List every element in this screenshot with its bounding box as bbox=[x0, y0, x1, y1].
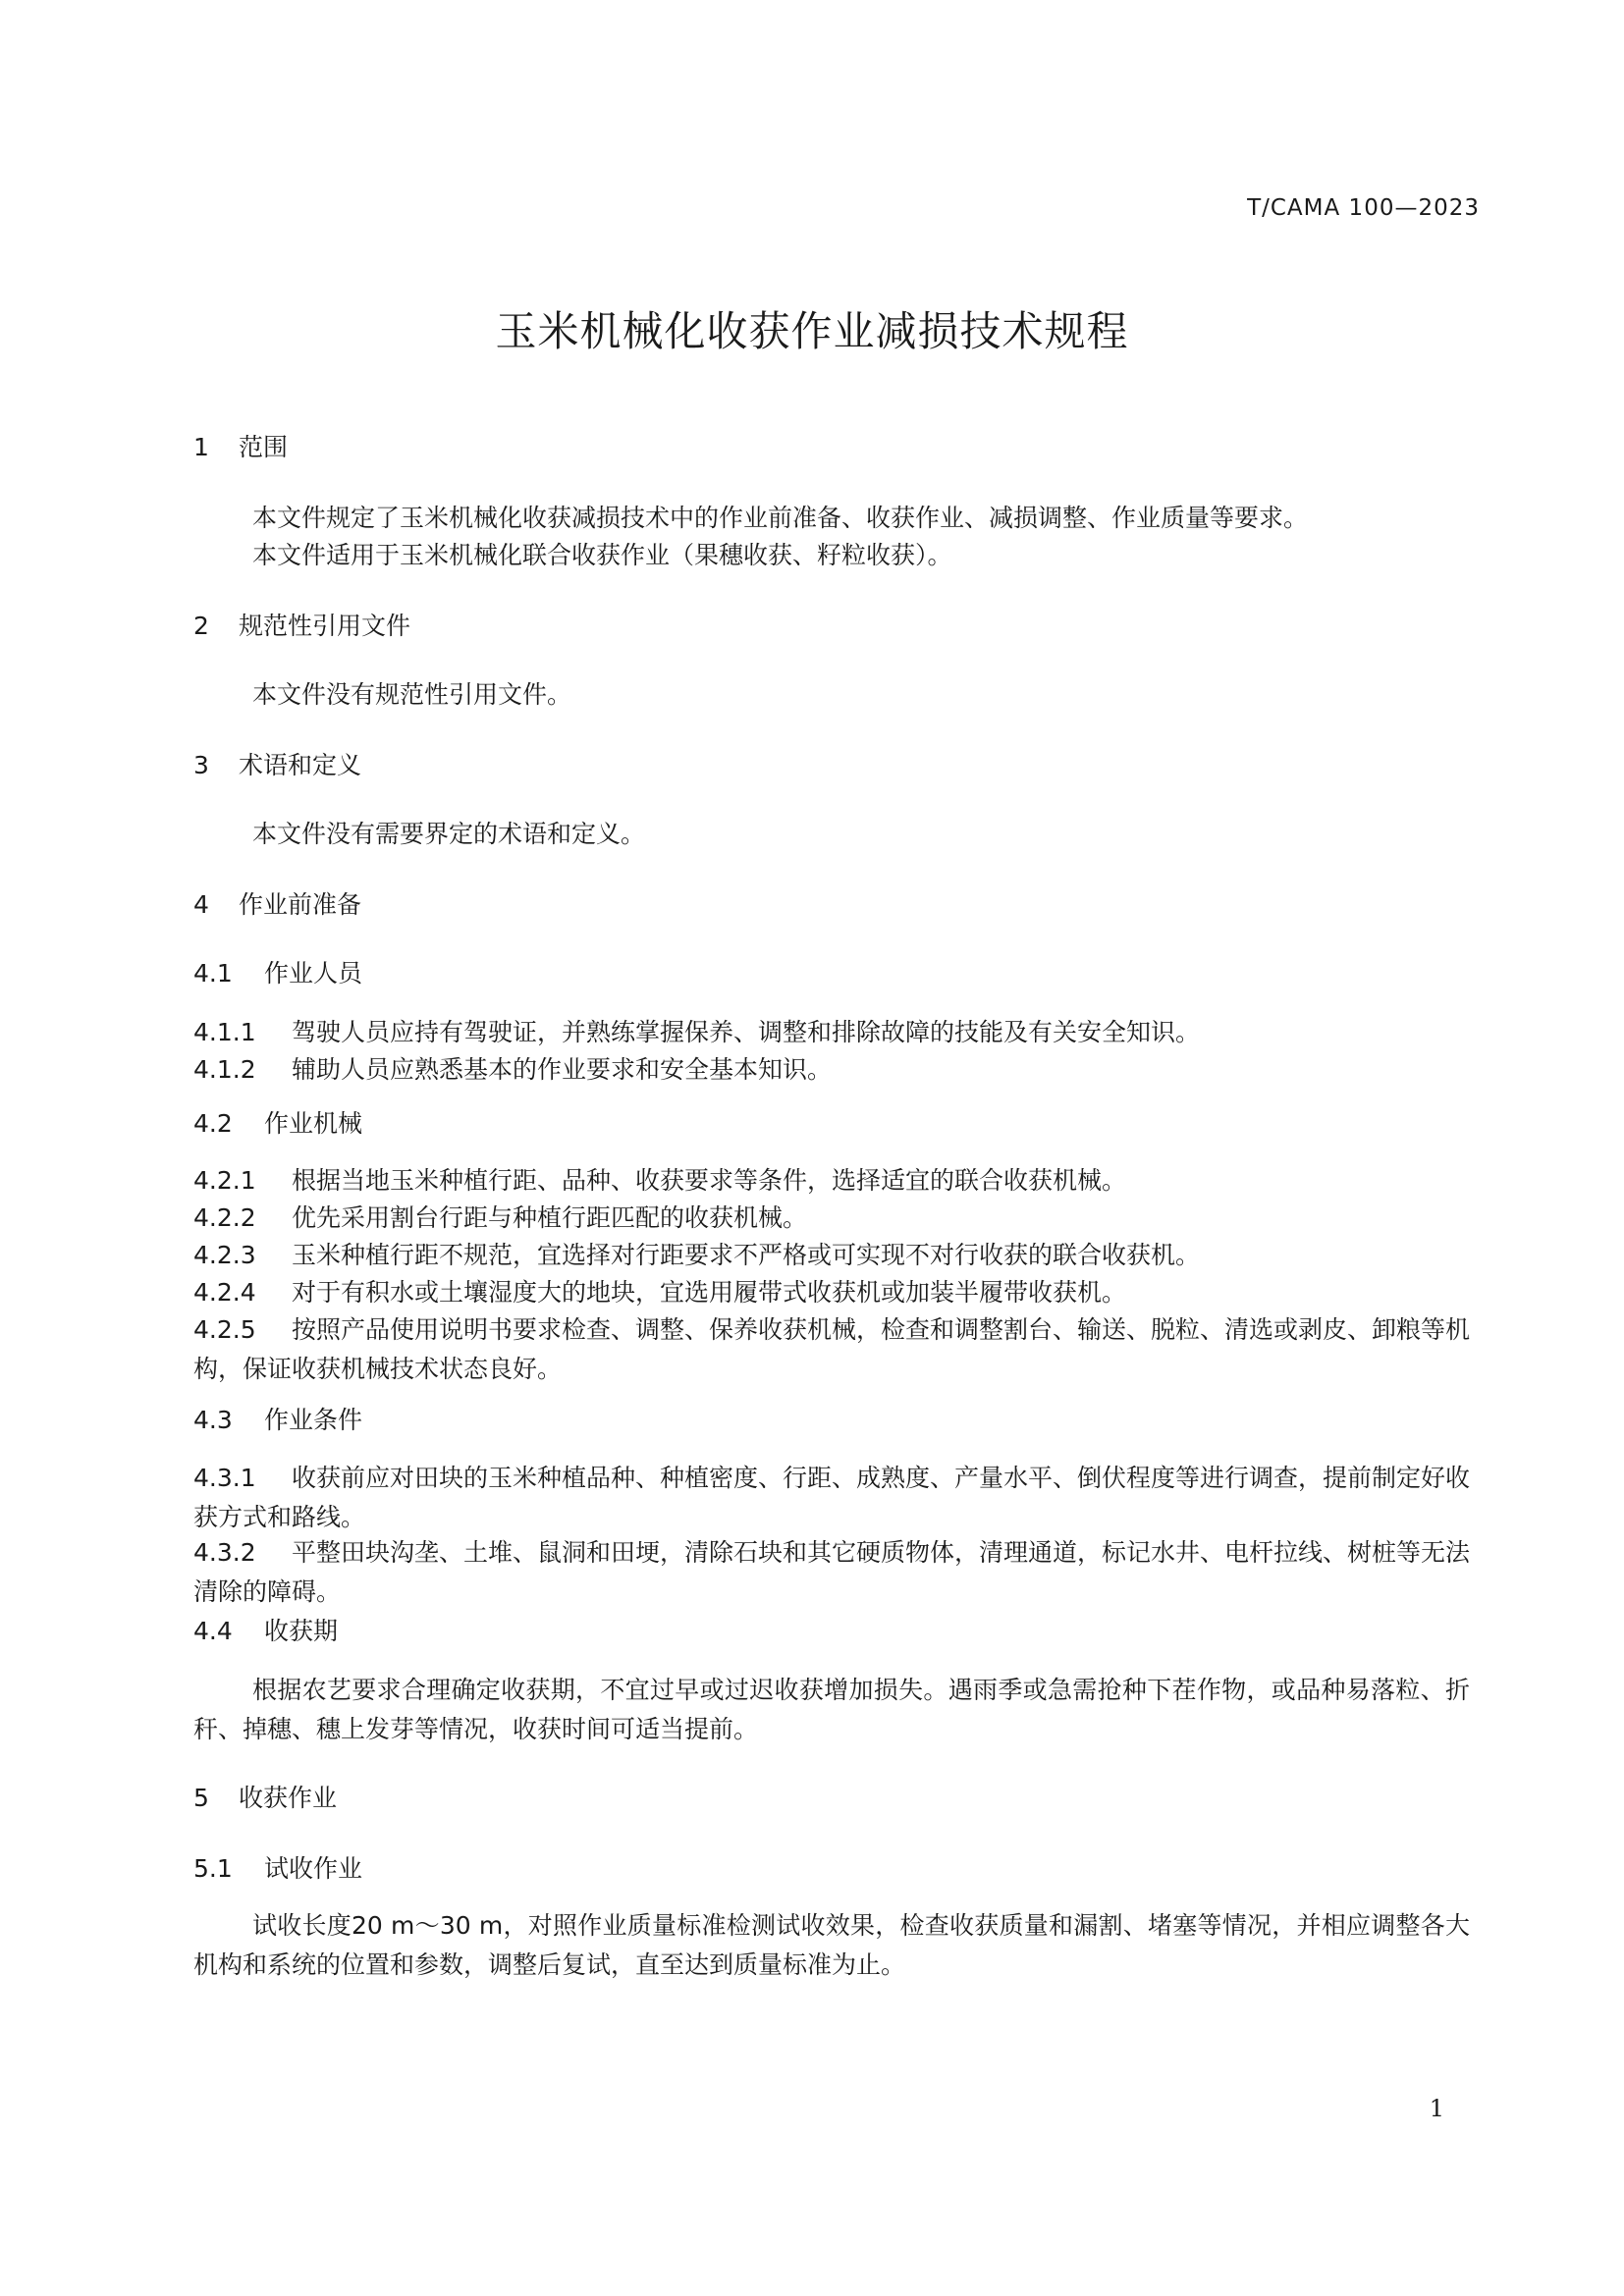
clause-4-1-2 bbox=[193, 1050, 1470, 1090]
subsection-number: 4.3 bbox=[193, 1406, 233, 1434]
clause-text: 优先采用割台行距与种植行距匹配的收获机械。 bbox=[292, 1203, 808, 1232]
section-title: 范围 bbox=[239, 433, 289, 461]
section-3-paragraph: 本文件没有需要界定的术语和定义。 bbox=[252, 820, 646, 848]
clause-number: 4.2.1 bbox=[193, 1166, 256, 1195]
section-number: 2 bbox=[193, 612, 209, 640]
subsection-number: 4.1 bbox=[193, 959, 233, 988]
subsection-title: 作业人员 bbox=[264, 959, 363, 988]
section-1-paragraph-2: 本文件适用于玉米机械化联合收获作业（果穗收获、籽粒收获）。 bbox=[252, 541, 952, 569]
section-number: 3 bbox=[193, 751, 209, 779]
clause-4-2-2 bbox=[193, 1199, 1470, 1238]
clause-4-3-1 bbox=[193, 1459, 1470, 1537]
clause-number: 4.2.2 bbox=[193, 1203, 256, 1232]
document-title: 玉米机械化收获作业减损技术规程 bbox=[495, 307, 1129, 355]
clause-text: 按照产品使用说明书要求检查、调整、保养收获机械，检查和调整割台、输送、脱粒、清选或剥皮、卸粮等机构，保证收获机械技术状态良好。 bbox=[193, 1315, 1471, 1383]
clause-text: 平整田块沟垄、土堆、鼠洞和田埂，清除石块和其它硬质物体，清理通道，标记水井、电杆拉线、树桩等无法清除的障碍。 bbox=[193, 1538, 1471, 1606]
section-4-heading bbox=[193, 885, 361, 925]
clause-number: 4.1.1 bbox=[193, 1018, 256, 1046]
section-3-heading bbox=[193, 746, 361, 785]
section-title: 作业前准备 bbox=[239, 890, 362, 919]
clause-4-2-3 bbox=[193, 1236, 1470, 1275]
section-2-paragraph: 本文件没有规范性引用文件。 bbox=[252, 680, 572, 709]
subsection-number: 5.1 bbox=[193, 1854, 233, 1883]
section-number: 1 bbox=[193, 433, 209, 461]
subsection-5-1-heading bbox=[193, 1849, 362, 1889]
clause-number: 4.3.2 bbox=[193, 1538, 256, 1567]
clause-4-2-4 bbox=[193, 1273, 1470, 1312]
subsection-title: 作业机械 bbox=[264, 1109, 363, 1138]
clause-text: 驾驶人员应持有驾驶证，并熟练掌握保养、调整和排除故障的技能及有关安全知识。 bbox=[292, 1018, 1201, 1046]
clause-4-1-1 bbox=[193, 1013, 1470, 1052]
subsection-5-1-paragraph: 试收长度20 m～30 m，对照作业质量标准检测试收效果，检查收获质量和漏割、堵塞等情况，并相应调整各大机构和系统的位置和参数，调整后复试，直至达到质量标准为止。 bbox=[193, 1911, 1470, 1979]
clause-4-2-1 bbox=[193, 1161, 1470, 1201]
section-5-heading bbox=[193, 1779, 337, 1818]
clause-text: 根据当地玉米种植行距、品种、收获要求等条件，选择适宜的联合收获机械。 bbox=[292, 1166, 1127, 1195]
subsection-4-3-heading bbox=[193, 1401, 362, 1440]
subsection-number: 4.4 bbox=[193, 1617, 233, 1645]
section-title: 术语和定义 bbox=[239, 751, 362, 779]
subsection-title: 作业条件 bbox=[264, 1406, 363, 1434]
clause-number: 4.3.1 bbox=[193, 1464, 256, 1492]
section-1-heading bbox=[193, 428, 288, 467]
clause-number: 4.2.3 bbox=[193, 1241, 256, 1269]
clause-number: 4.2.5 bbox=[193, 1315, 256, 1344]
clause-4-3-2 bbox=[193, 1533, 1470, 1612]
clause-number: 4.2.4 bbox=[193, 1278, 256, 1307]
section-title: 规范性引用文件 bbox=[239, 612, 411, 640]
clause-text: 玉米种植行距不规范，宜选择对行距要求不严格或可实现不对行收获的联合收获机。 bbox=[292, 1241, 1201, 1269]
clause-number: 4.1.2 bbox=[193, 1055, 256, 1084]
section-title: 收获作业 bbox=[239, 1784, 338, 1812]
standard-code: T/CAMA 100—2023 bbox=[1247, 195, 1480, 221]
subsection-4-2-heading bbox=[193, 1104, 362, 1144]
clause-text: 对于有积水或土壤湿度大的地块，宜选用履带式收获机或加装半履带收获机。 bbox=[292, 1278, 1127, 1307]
clause-4-2-5 bbox=[193, 1310, 1470, 1389]
subsection-4-4-heading bbox=[193, 1612, 338, 1651]
section-1-paragraph-1: 本文件规定了玉米机械化收获减损技术中的作业前准备、收获作业、减损调整、作业质量等要求。 bbox=[252, 504, 1309, 532]
clause-text: 收获前应对田块的玉米种植品种、种植密度、行距、成熟度、产量水平、倒伏程度等进行调查，提前制定好收获方式和路线。 bbox=[193, 1464, 1471, 1531]
subsection-4-1-heading bbox=[193, 954, 362, 993]
subsection-title: 收获期 bbox=[264, 1617, 339, 1645]
page-number: 1 bbox=[1429, 2095, 1444, 2122]
section-2-heading bbox=[193, 607, 410, 646]
subsection-title: 试收作业 bbox=[264, 1854, 363, 1883]
section-number: 5 bbox=[193, 1784, 209, 1812]
clause-text: 辅助人员应熟悉基本的作业要求和安全基本知识。 bbox=[292, 1055, 833, 1084]
section-number: 4 bbox=[193, 890, 209, 919]
subsection-4-4-paragraph: 根据农艺要求合理确定收获期，不宜过早或过迟收获增加损失。遇雨季或急需抢种下茬作物，或品种易落粒、折秆、掉穗、穗上发芽等情况，收获时间可适当提前。 bbox=[193, 1676, 1470, 1743]
subsection-number: 4.2 bbox=[193, 1109, 233, 1138]
